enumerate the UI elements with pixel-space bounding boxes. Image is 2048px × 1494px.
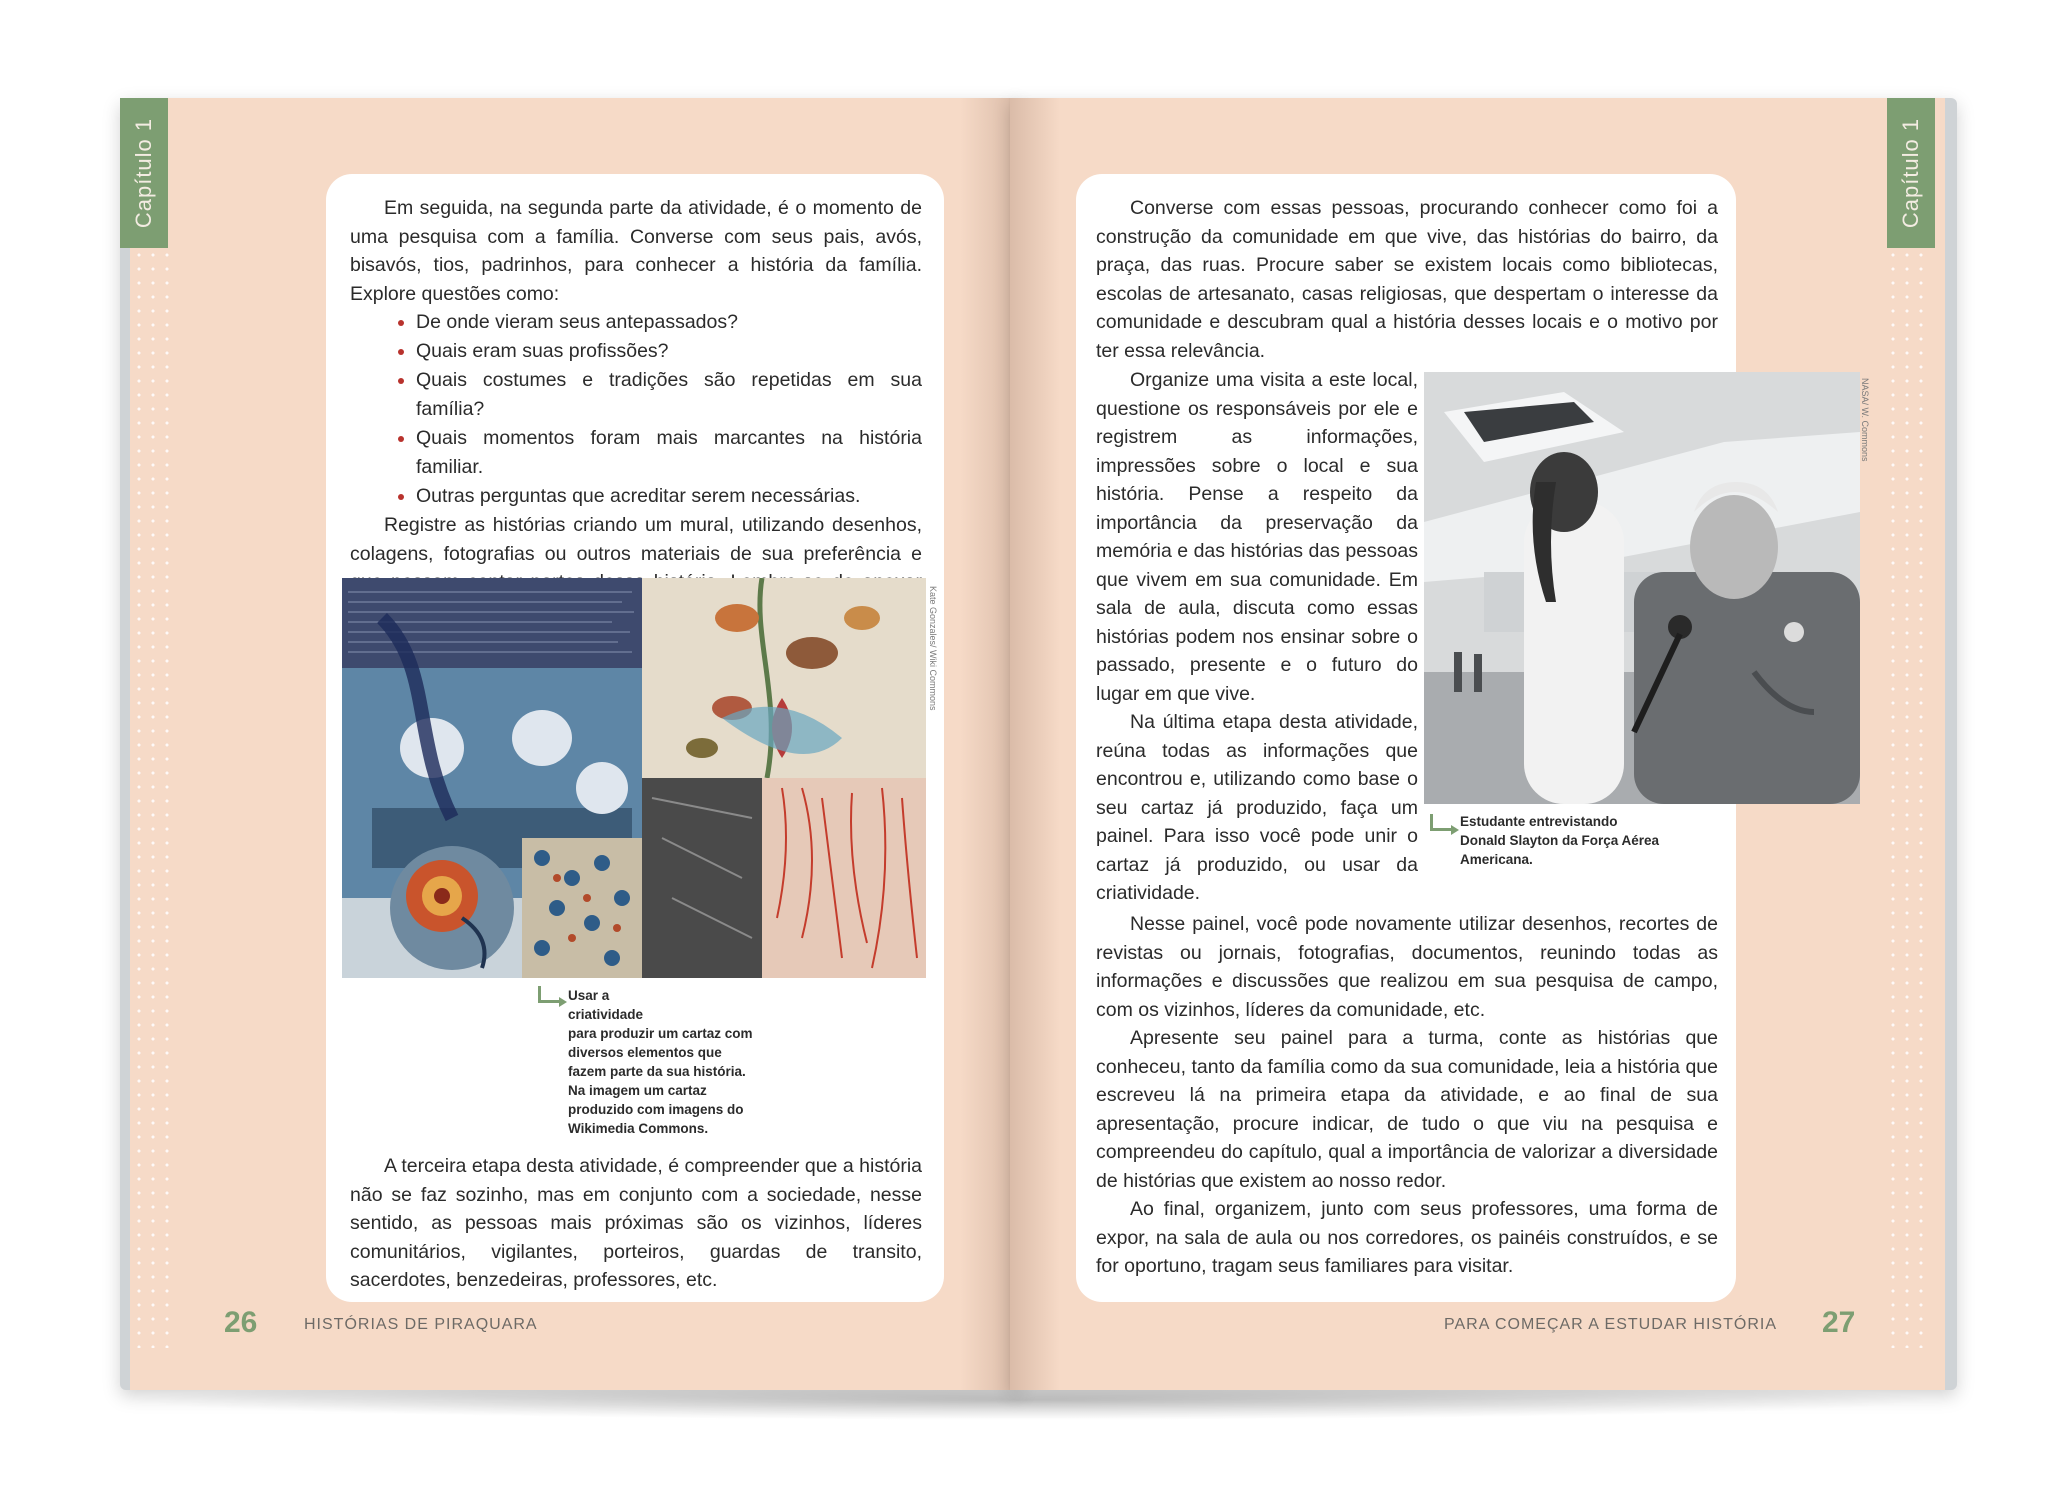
caption-line: para produzir um cartaz com [568,1026,753,1041]
paragraph: Converse com essas pessoas, procurando conhecer como foi a construção da comunidade em que vive, das histórias do bairro, da praça, das ruas. Procure saber se existem locais como bibliotecas, escolas de artesanato, casas religiosas, que despertam o interesse da comunidade e descubram qual a história desses locais e o motivo por ter essa relevância. [1096,197,1718,362]
collage-artwork [342,578,926,978]
dot-pattern [1886,248,1926,1348]
dot-pattern [132,248,172,1348]
caption-line: fazem parte da sua história. [568,1064,746,1079]
running-title: HISTÓRIAS DE PIRAQUARA [304,1316,538,1333]
collage-caption [568,986,768,1138]
caption-line: Wikimedia Commons. [568,1121,709,1136]
chapter-tab [1887,98,1935,248]
caption-line: diversos elementos que [568,1045,722,1060]
photo-credit: NASA/ W. Commons [1860,378,1870,462]
page-number: 27 [1822,1306,1856,1339]
text-block-top [350,194,922,625]
text-block-wrap [1096,366,1418,908]
paragraph: A terceira etapa desta atividade, é compreender que a história não se faz sozinho, mas em conjunto com a sociedade, nesse sentido, as pessoas mais próximas são os vizinhos, líderes comunitários, vigilantes, porteiros, guardas de transito, sacerdotes, benzedeiras, professores, etc. [350,1155,922,1291]
caption-line: Donald Slayton da Força Aérea [1460,833,1660,848]
caption-line: Americana. [1460,852,1533,867]
arrow-icon [1430,814,1451,831]
photo-artwork [1424,372,1860,804]
caption-line: produzido com imagens do [568,1102,744,1117]
right-page [1010,98,1957,1390]
list-item: • Quais costumes e tradições são repetidas em sua família? [416,366,922,424]
chapter-tab-label: Capítulo 1 [1898,117,1924,229]
chapter-tab [120,98,168,248]
paragraph: Organize uma visita a este local, questione os responsáveis por ele e registrem as informações, impressões sobre o local e sua história. Pense a respeito da importância da preservação da memória e das histórias das pessoas que vivem em sua comunidade. Em sala de aula, discuta como essas histórias podem nos ensinar sobre o passado, presente e o futuro do lugar em que vive. [1096,369,1418,705]
text-block-top [1096,194,1718,365]
paragraph: Apresente seu painel para a turma, conte as histórias que conheceu, tanto da família como da sua comunidade, leia a história que escreveu lá na primeira etapa da atividade, e ao final de sua apresentação, procure indicar, de tudo o que viu na pesquisa e compreendeu do capítulo, qual a importância de valorizar a diversidade de histórias que existem ao nosso redor. [1096,1027,1718,1192]
paragraph: Registre as histórias criando um mural, utilizando desenhos, colagens, fotografias ou outros materiais de sua preferência e [350,514,922,565]
paragraph: Em seguida, na segunda parte da atividade, é o momento de uma pesquisa com a família. Converse com seus pais, avós, bisavós, tios, padrinhos, para conhecer a história da família. Explore questões como: [350,197,922,305]
question-list [350,308,922,511]
arrow-icon [538,986,559,1003]
text-block-bottom [1096,910,1718,1281]
list-item: • Outras perguntas que acreditar serem necessárias. [416,482,922,511]
collage-image [342,578,926,978]
caption-line: Estudante entrevistando [1460,814,1618,829]
caption-line: Na imagem um cartaz [568,1083,707,1098]
chapter-tab-label: Capítulo 1 [131,117,157,229]
paragraph: Nesse painel, você pode novamente utilizar desenhos, recortes de revistas ou jornais, fotografias, documentos, reunindo todas as informações e discussões que realizou em sua pesquisa de campo, com os vizinhos, líderes da comunidade, etc. [1096,913,1718,1021]
photo-caption [1460,812,1760,869]
running-title: PARA COMEÇAR A ESTUDAR HISTÓRIA [1444,1316,1777,1333]
caption-line: criatividade [568,1007,644,1022]
list-item: • De onde vieram seus antepassados? [416,308,922,337]
image-credit: Kate Gonzales/ Wiki Commons [928,586,938,711]
list-item: • Quais eram suas profissões? [416,337,922,366]
page-number: 26 [224,1306,258,1339]
list-item: • Quais momentos foram mais marcantes na história familiar. [416,424,922,482]
text-block-bottom [350,1152,922,1295]
paragraph: Na última etapa desta atividade, reúna todas as informações que encontrou e, utilizando como base o seu cartaz já produzido, faça um painel. Para isso você pode unir o cartaz já produzido, ou usar da criatividade. [1096,711,1418,904]
paragraph: Ao final, organizem, junto com seus professores, uma forma de expor, na sala de aula ou nos corredores, os painéis construídos, e se for oportuno, tragam seus familiares para visitar. [1096,1198,1718,1277]
left-page [120,98,1020,1390]
interview-photo [1424,372,1860,804]
caption-line: Usar a [568,988,610,1003]
